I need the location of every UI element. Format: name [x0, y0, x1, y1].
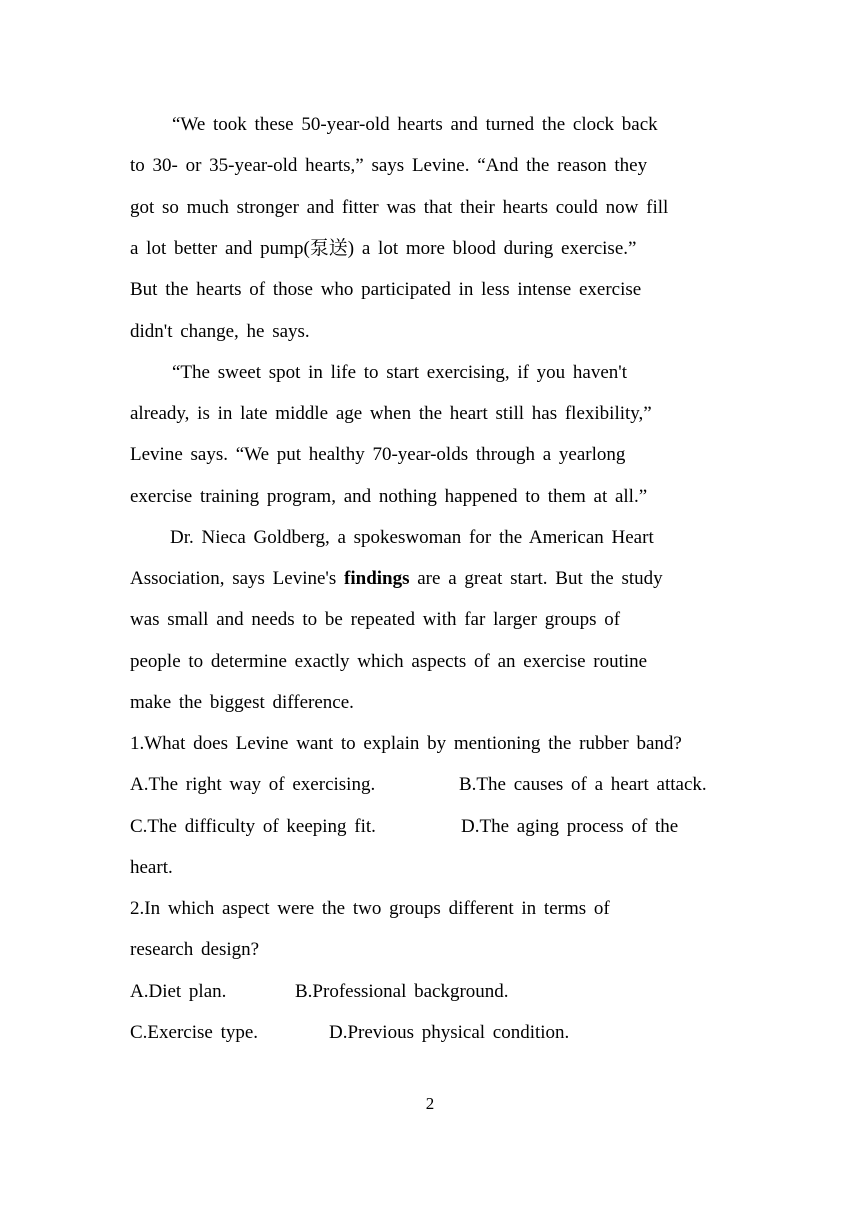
paragraph-3-line-1: Dr. Nieca Goldberg, a spokeswoman for the American Heart: [170, 527, 654, 548]
paragraph-1-line-6: didn't change, he says.: [130, 321, 310, 342]
paragraph-3-line-4: people to determine exactly which aspects of an exercise routine: [130, 651, 648, 672]
paragraph-1-line-5: But the hearts of those who participated in less intense exercise: [130, 279, 642, 300]
page-number: 2: [425, 1094, 435, 1113]
question-2-option-c: C.Exercise type.: [130, 1022, 259, 1043]
paragraph-1-line-2: to 30- or 35-year-old hearts,” says Levine. “And the reason they: [130, 155, 648, 176]
question-2-option-a: A.Diet plan.: [130, 981, 227, 1002]
question-2-stem-line-1: 2.In which aspect were the two groups different in terms of: [130, 898, 610, 919]
paragraph-3-line-2-start: Association, says Levine's: [130, 568, 345, 589]
question-2-option-b: B.Professional background.: [295, 981, 509, 1002]
paragraph-2-line-3: Levine says. “We put healthy 70-year-olds through a yearlong: [130, 444, 626, 465]
paragraph-3-line-2-end: are a great start. But the study: [409, 568, 663, 589]
paragraph-1-line-3: got so much stronger and fitter was that their hearts could now fill: [130, 197, 669, 218]
paragraph-1-line-1: “We took these 50-year-old hearts and turned the clock back: [172, 114, 658, 135]
paragraph-1-line-4: a lot better and pump(泵送) a lot more blood during exercise.”: [130, 238, 637, 259]
question-2-option-d: D.Previous physical condition.: [329, 1022, 570, 1043]
question-1-option-d: D.The aging process of the: [461, 816, 679, 837]
question-1-option-d-continued: heart.: [130, 857, 173, 878]
paragraph-3-line-3: was small and needs to be repeated with far larger groups of: [130, 609, 621, 630]
paragraph-3-line-2: [130, 567, 663, 591]
paragraph-2-line-1: “The sweet spot in life to start exercising, if you haven't: [172, 362, 627, 383]
question-1-option-a: A.The right way of exercising.: [130, 774, 376, 795]
paragraph-3-line-5: make the biggest difference.: [130, 692, 354, 713]
paragraph-2-line-4: exercise training program, and nothing happened to them at all.”: [130, 486, 648, 507]
question-1-stem: 1.What does Levine want to explain by mentioning the rubber band?: [130, 733, 682, 754]
question-1-option-c: C.The difficulty of keeping fit.: [130, 816, 376, 837]
paragraph-2-line-2: already, is in late middle age when the heart still has flexibility,”: [130, 403, 652, 424]
bold-word-findings: findings: [344, 568, 410, 589]
question-1-option-b: B.The causes of a heart attack.: [459, 774, 707, 795]
question-2-stem-line-2: research design?: [130, 939, 260, 960]
